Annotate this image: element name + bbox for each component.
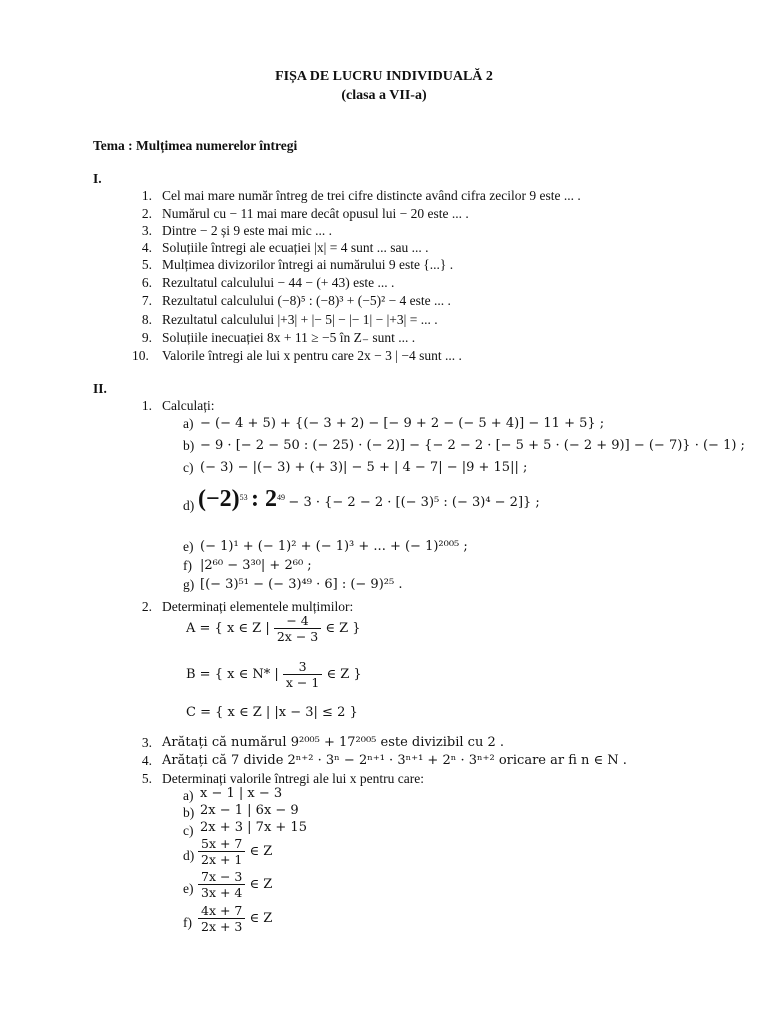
expression-c: (− 3) − |(− 3) + (+ 3)| − 5 + | 4 − 7| − |9 + 15|| ; xyxy=(200,460,528,475)
expression-f: |2⁶⁰ − 3³⁰| + 2⁶⁰ ; xyxy=(200,558,312,573)
d-base: (−2) xyxy=(198,486,240,512)
sub-label: f) xyxy=(183,558,192,573)
condition-f-right: ∈ Z xyxy=(249,911,273,926)
item-number: 1. xyxy=(141,188,152,203)
list-item: Numărul cu − 11 mai mare decât opusul lui − 20 este ... . xyxy=(162,206,469,221)
sub-label: a) xyxy=(183,416,194,431)
set-A-right: ∈ Z } xyxy=(325,621,361,636)
item-number: 7. xyxy=(141,293,152,308)
set-B-left: B = { x ∈ N* | xyxy=(186,667,279,682)
page-subtitle: (clasa a VII-a) xyxy=(341,88,427,103)
d-exp-1: 53 xyxy=(239,493,248,502)
set-B-fraction: $\frac{3}{x - 1}$ xyxy=(283,659,322,690)
list-item: Rezultatul calculului − 44 − (+ 43) este ... . xyxy=(162,275,395,290)
item-number: 4. xyxy=(141,753,152,768)
condition-e-right: ∈ Z xyxy=(249,877,273,892)
condition-e xyxy=(198,869,272,900)
condition-c: 2x + 3 | 7x + 15 xyxy=(200,820,307,835)
item-number: 1. xyxy=(141,398,152,413)
question-text: Arătați că numărul 9²⁰⁰⁵ + 17²⁰⁰⁵ este divizibil cu 2 . xyxy=(162,735,504,750)
sub-label: f) xyxy=(183,915,192,930)
sub-label: d) xyxy=(183,498,195,513)
sub-label: a) xyxy=(183,788,194,803)
item-number: 5. xyxy=(141,771,152,786)
question-text: Arătați că 7 divide 2ⁿ⁺² · 3ⁿ − 2ⁿ⁺¹ · 3ⁿ⁺¹ + 2ⁿ · 3ⁿ⁺² oricare ar fi n ∈ N . xyxy=(162,753,627,768)
fraction-f: $\frac{4x + 7}{2x + 3}$ xyxy=(198,903,245,934)
question-label: Determinați valorile întregi ale lui x pentru care: xyxy=(162,771,425,786)
list-item: Cel mai mare număr întreg de trei cifre distincte având cifra zecilor 9 este ... . xyxy=(162,188,581,203)
item-number: 6. xyxy=(141,275,152,290)
set-C: C = { x ∈ Z | |x − 3| ≤ 2 } xyxy=(186,705,358,720)
item-number: 3. xyxy=(141,223,152,238)
sub-label: g) xyxy=(183,577,195,592)
condition-d-right: ∈ Z xyxy=(249,844,273,859)
d-mid: : 2 xyxy=(251,486,278,512)
set-A-fraction: $\frac{- 4}{2x - 3}$ xyxy=(274,613,321,644)
expression-b: − 9 · [− 2 − 50 : (− 25) · (− 2)] − {− 2 − 2 · [− 5 + 5 · (− 2 + 9)] − (− 7)} · (− 1) ; xyxy=(200,438,745,453)
condition-a: x − 1 | x − 3 xyxy=(200,786,283,801)
section-2-label: II. xyxy=(93,381,107,396)
set-A-left: A = { x ∈ Z | xyxy=(186,621,270,636)
d-rest: − 3 · {− 2 − 2 · [(− 3)⁵ : (− 3)⁴ − 2]} ; xyxy=(288,495,540,510)
expression-a: − (− 4 + 5) + {(− 3 + 2) − [− 9 + 2 − (− 5 + 4)] − 11 + 5} ; xyxy=(200,416,605,431)
list-item: Dintre − 2 și 9 este mai mic ... . xyxy=(162,223,332,238)
list-item: Mulțimea divizorilor întregi ai numărului 9 este {...} . xyxy=(162,257,454,272)
question-label: Determinați elementele mulțimilor: xyxy=(162,599,354,614)
expression-d xyxy=(198,487,540,511)
list-item: Soluțiile inecuației 8x + 11 ≥ −5 în Z₋ sunt ... . xyxy=(162,330,416,345)
sub-label: c) xyxy=(183,460,194,475)
item-number: 8. xyxy=(141,312,152,327)
list-item: Rezultatul calculului (−8)⁵ : (−8)³ + (−5)² − 4 este ... . xyxy=(162,293,451,308)
list-item: Soluțiile întregi ale ecuației |x| = 4 sunt ... sau ... . xyxy=(162,240,429,255)
item-number: 10. xyxy=(132,348,149,363)
set-B xyxy=(186,659,362,690)
page-title: FIȘA DE LUCRU INDIVIDUALĂ 2 xyxy=(275,69,493,84)
question-label: Calculați: xyxy=(162,398,215,413)
item-number: 5. xyxy=(141,257,152,272)
list-item: Rezultatul calculului |+3| + |− 5| − |− 1| − |+3| = ... . xyxy=(162,312,438,327)
section-1-label: I. xyxy=(93,171,102,186)
sub-label: b) xyxy=(183,438,195,453)
expression-g: [(− 3)⁵¹ − (− 3)⁴⁹ · 6] : (− 9)²⁵ . xyxy=(200,577,403,592)
item-number: 2. xyxy=(141,599,152,614)
sub-label: b) xyxy=(183,805,195,820)
sub-label: c) xyxy=(183,823,194,838)
item-number: 9. xyxy=(141,330,152,345)
set-A xyxy=(186,613,361,644)
expression-e: (− 1)¹ + (− 1)² + (− 1)³ + ... + (− 1)²⁰⁰⁵ ; xyxy=(200,539,468,554)
item-number: 4. xyxy=(141,240,152,255)
fraction-e: $\frac{7x - 3}{3x + 4}$ xyxy=(198,869,245,900)
fraction-d: $\frac{5x + 7}{2x + 1}$ xyxy=(198,836,245,867)
item-number: 3. xyxy=(141,735,152,750)
tema-heading: Tema : Mulțimea numerelor întregi xyxy=(93,138,298,153)
list-item: Valorile întregi ale lui x pentru care 2x − 3 | −4 sunt ... . xyxy=(162,348,462,363)
condition-d xyxy=(198,836,272,867)
sub-label: e) xyxy=(183,881,194,896)
item-number: 2. xyxy=(141,206,152,221)
sub-label: e) xyxy=(183,539,194,554)
set-B-right: ∈ Z } xyxy=(326,667,362,682)
condition-b: 2x − 1 | 6x − 9 xyxy=(200,803,299,818)
sub-label: d) xyxy=(183,848,195,863)
d-exp-2: 49 xyxy=(277,493,286,502)
condition-f xyxy=(198,903,272,934)
